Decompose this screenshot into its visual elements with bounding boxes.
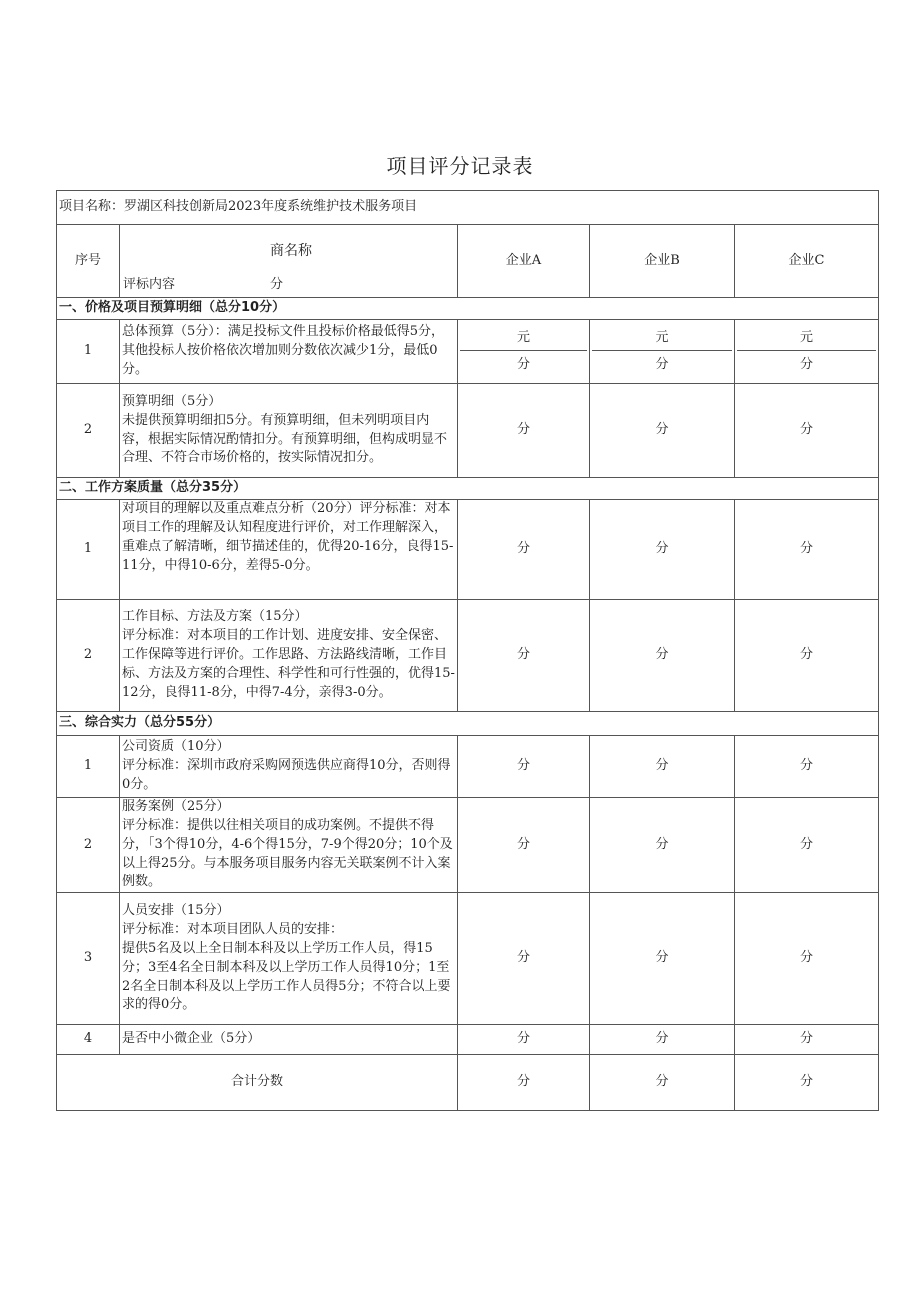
score-cell-c: 分 — [735, 736, 879, 798]
table-row — [57, 600, 879, 712]
item-criteria: 人员安排（15分） 评分标准：对本项目团队人员的安排： 提供5名及以上全日制本科及以上学历工作人员，得15分；3至4名全日制本科及以上学历工作人员得10分；1至2名全日制本科及以上学历工作人员得5分；不符合以上要求的得0分。 — [120, 893, 458, 1025]
item-number: 1 — [57, 736, 120, 798]
item-number: 2 — [57, 600, 120, 712]
section-heading: 三、综合实力（总分55分） — [57, 712, 879, 736]
score-cell-c — [735, 320, 879, 384]
price-unit: 元 — [737, 326, 876, 351]
score-cell-b: 分 — [590, 600, 735, 712]
item-number: 2 — [57, 798, 120, 893]
header-seq: 序号 — [57, 225, 120, 298]
project-name: 项目名称：罗湖区科技创新局2023年度系统维护技术服务项目 — [57, 191, 879, 225]
score-unit: 分 — [655, 356, 669, 372]
table-row — [57, 893, 879, 1025]
item-criteria: 服务案例（25分） 评分标准：提供以往相关项目的成功案例。不提供不得分，「3个得10分，4-6个得15分，7-9个得20分；10个及以上得25分。与本服务项目服务内容无关联案例不计入案例数。 — [120, 798, 458, 893]
header-criteria: 评标内容 — [123, 277, 176, 293]
total-score-c: 分 — [735, 1055, 879, 1111]
section-heading: 二、工作方案质量（总分35分） — [57, 478, 879, 500]
score-cell-b: 分 — [590, 384, 735, 478]
score-cell-b: 分 — [590, 798, 735, 893]
score-cell-b: 分 — [590, 500, 735, 600]
score-cell-b: 分 — [590, 736, 735, 798]
total-row — [57, 1055, 879, 1111]
price-unit: 元 — [460, 326, 587, 351]
score-cell-b — [590, 320, 735, 384]
item-criteria: 工作目标、方法及方案（15分） 评分标准：对本项目的工作计划、进度安排、安全保密、工作保障等进行评价。工作思路、方法路线清晰，工作目标、方法及方案的合理性、科学性和可行性强的，优得15-12分，良得11-8分，中得7-4分，亲得3-0分。 — [120, 600, 458, 712]
score-cell-b: 分 — [590, 1025, 735, 1055]
section-row — [57, 712, 879, 736]
header-bidder-name: 商名称 — [270, 243, 312, 259]
item-number: 1 — [57, 500, 120, 600]
score-cell-c: 分 — [735, 798, 879, 893]
price-unit: 元 — [592, 326, 732, 351]
score-cell-c: 分 — [735, 384, 879, 478]
total-score-a: 分 — [458, 1055, 590, 1111]
page-title: 项目评分记录表 — [386, 154, 534, 178]
score-cell-a: 分 — [458, 736, 590, 798]
section-row — [57, 478, 879, 500]
project-name-row — [57, 191, 879, 225]
score-cell-c: 分 — [735, 893, 879, 1025]
score-cell-a: 分 — [458, 893, 590, 1025]
item-criteria: 公司资质（10分） 评分标准：深圳市政府采购网预选供应商得10分，否则得0分。 — [120, 736, 458, 798]
score-table — [56, 190, 879, 1111]
table-row — [57, 1025, 879, 1055]
score-cell-c: 分 — [735, 1025, 879, 1055]
table-row — [57, 320, 879, 384]
item-number: 4 — [57, 1025, 120, 1055]
score-cell-a: 分 — [458, 600, 590, 712]
header-diagonal-cell — [120, 225, 458, 298]
score-cell-a: 分 — [458, 798, 590, 893]
section-heading: 一、价格及项目预算明细（总分10分） — [57, 298, 879, 320]
item-criteria: 总体预算（5分）：满足投标文件且投标价格最低得5分，其他投标人按价格依次增加则分数依次减少1分，最低0分。 — [120, 320, 458, 384]
score-unit: 分 — [800, 356, 814, 372]
score-cell-a: 分 — [458, 384, 590, 478]
table-row — [57, 500, 879, 600]
item-number: 2 — [57, 384, 120, 478]
item-criteria: 对项目的理解以及重点难点分析（20分）评分标准：对本项目工作的理解及认知程度进行评价，对工作理解深入，重难点了解清晰，细节描述佳的，优得20-16分，良得15-11分，中得10-6分，差得5-0分。 — [120, 500, 458, 600]
item-criteria: 是否中小微企业（5分） — [120, 1025, 458, 1055]
item-number: 1 — [57, 320, 120, 384]
header-company-a: 企业A — [458, 225, 590, 298]
section-row — [57, 298, 879, 320]
table-row — [57, 384, 879, 478]
table-row — [57, 736, 879, 798]
header-score: 分 — [270, 277, 284, 293]
score-cell-b: 分 — [590, 893, 735, 1025]
header-company-c: 企业C — [735, 225, 879, 298]
total-score-b: 分 — [590, 1055, 735, 1111]
total-label: 合计分数 — [57, 1055, 458, 1111]
score-cell-a — [458, 320, 590, 384]
score-cell-c: 分 — [735, 600, 879, 712]
score-unit: 分 — [516, 356, 530, 372]
score-cell-c: 分 — [735, 500, 879, 600]
score-cell-a: 分 — [458, 1025, 590, 1055]
header-company-b: 企业B — [590, 225, 735, 298]
item-number: 3 — [57, 893, 120, 1025]
item-criteria: 预算明细（5分） 未提供预算明细扣5分。有预算明细，但未列明项目内容，根据实际情况酌情扣分。有预算明细，但构成明显不合理、不符合市场价格的，按实际情况扣分。 — [120, 384, 458, 478]
table-row — [57, 798, 879, 893]
header-row — [57, 225, 879, 298]
score-cell-a: 分 — [458, 500, 590, 600]
